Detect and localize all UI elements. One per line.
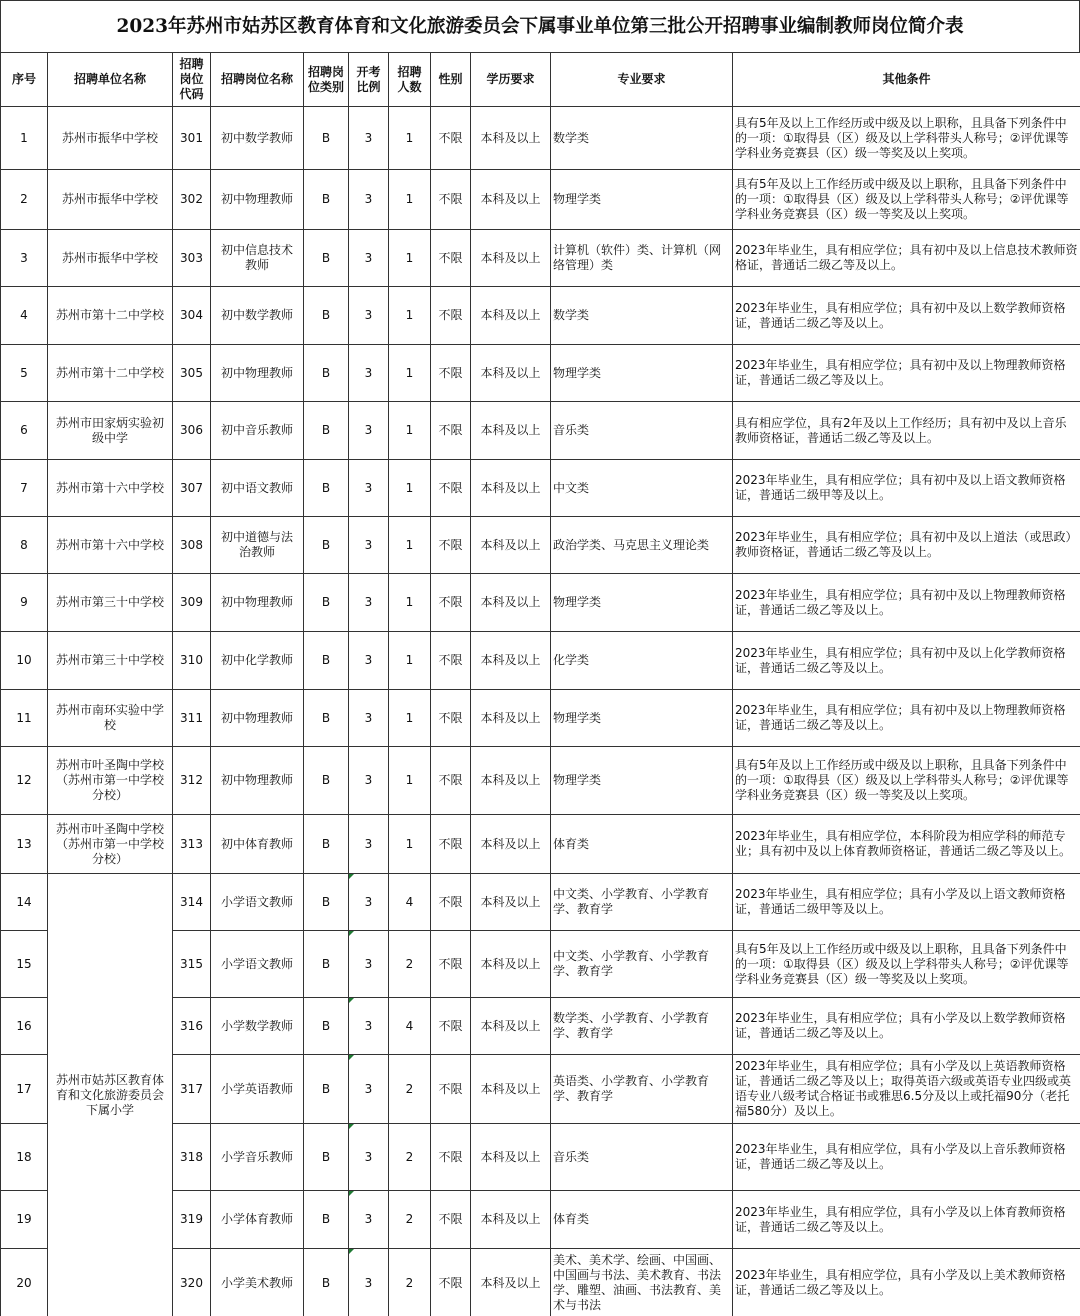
cell-ratio: 3 (349, 345, 389, 402)
header-position: 招聘岗位名称 (211, 53, 304, 107)
cell-seq: 1 (1, 107, 48, 170)
cell-gender: 不限 (431, 574, 471, 632)
cell-seq: 18 (1, 1124, 48, 1191)
cell-unit: 苏州市田家炳实验初级中学 (48, 402, 173, 460)
cell-gender: 不限 (431, 107, 471, 170)
cell-code: 312 (173, 747, 211, 815)
cell-gender: 不限 (431, 287, 471, 345)
cell-major: 物理学类 (551, 345, 733, 402)
cell-ratio: 3 (349, 815, 389, 874)
cell-ratio: 3 (349, 1124, 389, 1191)
cell-education: 本科及以上 (471, 170, 551, 230)
cell-category: B (304, 874, 349, 931)
cell-position: 初中数学教师 (211, 107, 304, 170)
header-seq: 序号 (1, 53, 48, 107)
cell-major: 中文类、小学教育、小学教育学、教育学 (551, 931, 733, 998)
header-category: 招聘岗位类别 (304, 53, 349, 107)
cell-ratio: 3 (349, 107, 389, 170)
cell-count: 1 (389, 632, 431, 690)
cell-education: 本科及以上 (471, 1055, 551, 1124)
table-row (1, 874, 1080, 931)
header-unit: 招聘单位名称 (48, 53, 173, 107)
cell-position: 初中物理教师 (211, 747, 304, 815)
cell-gender: 不限 (431, 747, 471, 815)
cell-position: 小学语文教师 (211, 931, 304, 998)
cell-count: 2 (389, 1055, 431, 1124)
cell-count: 1 (389, 815, 431, 874)
cell-position: 小学语文教师 (211, 874, 304, 931)
cell-code: 315 (173, 931, 211, 998)
cell-position: 小学英语教师 (211, 1055, 304, 1124)
cell-major: 体育类 (551, 1191, 733, 1249)
cell-other: 2023年毕业生，具有相应学位，具有小学及以上音乐教师资格证，普通话二级乙等及以上。 (733, 1124, 1080, 1191)
cell-major: 中文类、小学教育、小学教育学、教育学 (551, 874, 733, 931)
cell-code: 306 (173, 402, 211, 460)
cell-count: 2 (389, 1249, 431, 1316)
cell-seq: 15 (1, 931, 48, 998)
cell-ratio: 3 (349, 1191, 389, 1249)
cell-count: 2 (389, 1124, 431, 1191)
cell-position: 小学体育教师 (211, 1191, 304, 1249)
cell-code: 318 (173, 1124, 211, 1191)
cell-code: 316 (173, 998, 211, 1055)
cell-gender: 不限 (431, 345, 471, 402)
cell-education: 本科及以上 (471, 690, 551, 747)
cell-education: 本科及以上 (471, 874, 551, 931)
table-row (1, 574, 1080, 632)
cell-position: 初中语文教师 (211, 460, 304, 517)
cell-education: 本科及以上 (471, 1249, 551, 1316)
cell-education: 本科及以上 (471, 1191, 551, 1249)
table-row (1, 690, 1080, 747)
cell-code: 308 (173, 517, 211, 574)
cell-code: 311 (173, 690, 211, 747)
cell-other: 2023年毕业生，具有相应学位；具有小学及以上语文教师资格证，普通话二级甲等及以上。 (733, 874, 1080, 931)
cell-unit: 苏州市叶圣陶中学校（苏州市第一中学校分校） (48, 815, 173, 874)
cell-other: 2023年毕业生，具有相应学位；具有初中及以上物理教师资格证，普通话二级乙等及以上。 (733, 690, 1080, 747)
cell-code: 320 (173, 1249, 211, 1316)
cell-count: 1 (389, 170, 431, 230)
cell-gender: 不限 (431, 931, 471, 998)
cell-category: B (304, 1191, 349, 1249)
cell-other: 2023年毕业生，具有相应学位；具有初中及以上物理教师资格证，普通话二级乙等及以上。 (733, 345, 1080, 402)
cell-other: 具有相应学位，具有2年及以上工作经历；具有初中及以上音乐教师资格证，普通话二级乙等及以上。 (733, 402, 1080, 460)
cell-major: 音乐类 (551, 1124, 733, 1191)
cell-other: 具有5年及以上工作经历或中级及以上职称，且具备下列条件中的一项：①取得县（区）级及以上学科带头人称号；②评优课等学科业务竞赛县（区）级一等奖及以上奖项。 (733, 747, 1080, 815)
cell-major: 化学类 (551, 632, 733, 690)
cell-major: 数学类 (551, 107, 733, 170)
cell-unit: 苏州市振华中学校 (48, 107, 173, 170)
table-row (1, 170, 1080, 230)
merged-unit-cell: 苏州市姑苏区教育体育和文化旅游委员会下属小学 (48, 874, 173, 1316)
cell-gender: 不限 (431, 1249, 471, 1316)
cell-category: B (304, 1124, 349, 1191)
cell-major: 中文类 (551, 460, 733, 517)
table-row (1, 345, 1080, 402)
cell-category: B (304, 1055, 349, 1124)
cell-seq: 17 (1, 1055, 48, 1124)
cell-major: 物理学类 (551, 747, 733, 815)
cell-count: 1 (389, 574, 431, 632)
cell-category: B (304, 230, 349, 287)
cell-ratio: 3 (349, 874, 389, 931)
cell-category: B (304, 345, 349, 402)
cell-ratio: 3 (349, 998, 389, 1055)
header-count: 招聘人数 (389, 53, 431, 107)
cell-category: B (304, 287, 349, 345)
cell-major: 美术、美术学、绘画、中国画、中国画与书法、美术教育、书法学、雕塑、油画、书法教育、美术与书法 (551, 1249, 733, 1316)
cell-ratio: 3 (349, 1055, 389, 1124)
cell-seq: 10 (1, 632, 48, 690)
table-body (1, 107, 1080, 1316)
cell-count: 1 (389, 107, 431, 170)
cell-position: 小学美术教师 (211, 1249, 304, 1316)
table-row (1, 107, 1080, 170)
cell-major: 数学类、小学教育、小学教育学、教育学 (551, 998, 733, 1055)
cell-code: 310 (173, 632, 211, 690)
page-title: 2023年苏州市姑苏区教育体育和文化旅游委员会下属事业单位第三批公开招聘事业编制教师岗位简介表 (0, 0, 1080, 52)
cell-code: 313 (173, 815, 211, 874)
cell-gender: 不限 (431, 815, 471, 874)
cell-unit: 苏州市第十二中学校 (48, 287, 173, 345)
header-education: 学历要求 (471, 53, 551, 107)
cell-position: 初中信息技术教师 (211, 230, 304, 287)
cell-gender: 不限 (431, 170, 471, 230)
header-gender: 性别 (431, 53, 471, 107)
cell-education: 本科及以上 (471, 632, 551, 690)
cell-unit: 苏州市第十二中学校 (48, 345, 173, 402)
cell-major: 数学类 (551, 287, 733, 345)
cell-education: 本科及以上 (471, 574, 551, 632)
cell-seq: 6 (1, 402, 48, 460)
cell-education: 本科及以上 (471, 460, 551, 517)
cell-unit: 苏州市第十六中学校 (48, 460, 173, 517)
cell-gender: 不限 (431, 998, 471, 1055)
cell-major: 英语类、小学教育、小学教育学、教育学 (551, 1055, 733, 1124)
cell-other: 具有5年及以上工作经历或中级及以上职称，且具备下列条件中的一项：①取得县（区）级及以上学科带头人称号；②评优课等学科业务竞赛县（区）级一等奖及以上奖项。 (733, 170, 1080, 230)
cell-major: 物理学类 (551, 690, 733, 747)
cell-ratio: 3 (349, 460, 389, 517)
cell-category: B (304, 815, 349, 874)
table-row (1, 517, 1080, 574)
cell-seq: 12 (1, 747, 48, 815)
cell-position: 初中化学教师 (211, 632, 304, 690)
cell-count: 1 (389, 230, 431, 287)
cell-position: 初中物理教师 (211, 345, 304, 402)
cell-position: 初中物理教师 (211, 170, 304, 230)
cell-position: 初中数学教师 (211, 287, 304, 345)
cell-seq: 16 (1, 998, 48, 1055)
cell-count: 1 (389, 402, 431, 460)
header-other: 其他条件 (733, 53, 1080, 107)
cell-unit: 苏州市叶圣陶中学校（苏州市第一中学校分校） (48, 747, 173, 815)
cell-position: 初中体育教师 (211, 815, 304, 874)
cell-gender: 不限 (431, 460, 471, 517)
cell-category: B (304, 460, 349, 517)
cell-other: 2023年毕业生，具有相应学位；具有初中及以上物理教师资格证，普通话二级乙等及以上。 (733, 574, 1080, 632)
cell-code: 317 (173, 1055, 211, 1124)
cell-category: B (304, 517, 349, 574)
cell-code: 319 (173, 1191, 211, 1249)
cell-other: 2023年毕业生，具有相应学位；具有初中及以上化学教师资格证，普通话二级乙等及以上。 (733, 632, 1080, 690)
cell-ratio: 3 (349, 287, 389, 345)
cell-position: 初中音乐教师 (211, 402, 304, 460)
cell-category: B (304, 1249, 349, 1316)
cell-seq: 8 (1, 517, 48, 574)
cell-ratio: 3 (349, 632, 389, 690)
cell-ratio: 3 (349, 1249, 389, 1316)
cell-ratio: 3 (349, 931, 389, 998)
cell-other: 具有5年及以上工作经历或中级及以上职称，且具备下列条件中的一项：①取得县（区）级及以上学科带头人称号；②评优课等学科业务竞赛县（区）级一等奖及以上奖项。 (733, 107, 1080, 170)
cell-ratio: 3 (349, 690, 389, 747)
cell-ratio: 3 (349, 574, 389, 632)
cell-seq: 11 (1, 690, 48, 747)
cell-unit: 苏州市南环实验中学校 (48, 690, 173, 747)
cell-position: 小学数学教师 (211, 998, 304, 1055)
cell-unit: 苏州市振华中学校 (48, 230, 173, 287)
cell-gender: 不限 (431, 632, 471, 690)
cell-position: 初中道德与法治教师 (211, 517, 304, 574)
cell-other: 2023年毕业生，具有相应学位，具有小学及以上美术教师资格证，普通话二级乙等及以上。 (733, 1249, 1080, 1316)
cell-ratio: 3 (349, 402, 389, 460)
recruitment-table (0, 52, 1080, 1316)
cell-count: 2 (389, 931, 431, 998)
cell-seq: 14 (1, 874, 48, 931)
cell-seq: 2 (1, 170, 48, 230)
cell-category: B (304, 998, 349, 1055)
cell-count: 1 (389, 690, 431, 747)
cell-code: 301 (173, 107, 211, 170)
table-row (1, 632, 1080, 690)
cell-ratio: 3 (349, 747, 389, 815)
cell-other: 2023年毕业生，具有相应学位，本科阶段为相应学科的师范专业；具有初中及以上体育教师资格证，普通话二级乙等及以上。 (733, 815, 1080, 874)
cell-code: 307 (173, 460, 211, 517)
cell-gender: 不限 (431, 690, 471, 747)
cell-other: 2023年毕业生，具有相应学位；具有初中及以上数学教师资格证，普通话二级乙等及以上。 (733, 287, 1080, 345)
cell-code: 314 (173, 874, 211, 931)
cell-ratio: 3 (349, 517, 389, 574)
cell-count: 2 (389, 1191, 431, 1249)
cell-count: 4 (389, 998, 431, 1055)
cell-major: 物理学类 (551, 574, 733, 632)
cell-education: 本科及以上 (471, 402, 551, 460)
cell-gender: 不限 (431, 1191, 471, 1249)
table-row (1, 747, 1080, 815)
cell-education: 本科及以上 (471, 517, 551, 574)
cell-code: 303 (173, 230, 211, 287)
header-code: 招聘岗位代码 (173, 53, 211, 107)
table-row (1, 815, 1080, 874)
table-row (1, 402, 1080, 460)
table-row (1, 287, 1080, 345)
cell-category: B (304, 690, 349, 747)
cell-seq: 20 (1, 1249, 48, 1316)
cell-other: 2023年毕业生，具有相应学位；具有初中及以上信息技术教师资格证，普通话二级乙等及以上。 (733, 230, 1080, 287)
cell-category: B (304, 931, 349, 998)
cell-other: 2023年毕业生，具有相应学位；具有小学及以上英语教师资格证，普通话二级乙等及以上；取得英语六级或英语专业四级或英语专业八级考试合格证书或雅思6.5分及以上或托福90分（老托福580分）及以上。 (733, 1055, 1080, 1124)
cell-code: 309 (173, 574, 211, 632)
cell-gender: 不限 (431, 402, 471, 460)
cell-code: 305 (173, 345, 211, 402)
cell-other: 具有5年及以上工作经历或中级及以上职称，且具备下列条件中的一项：①取得县（区）级及以上学科带头人称号；②评优课等学科业务竞赛县（区）级一等奖及以上奖项。 (733, 931, 1080, 998)
cell-position: 初中物理教师 (211, 690, 304, 747)
cell-seq: 3 (1, 230, 48, 287)
cell-major: 体育类 (551, 815, 733, 874)
cell-count: 1 (389, 460, 431, 517)
cell-ratio: 3 (349, 230, 389, 287)
cell-education: 本科及以上 (471, 230, 551, 287)
cell-education: 本科及以上 (471, 931, 551, 998)
cell-count: 1 (389, 517, 431, 574)
cell-unit: 苏州市振华中学校 (48, 170, 173, 230)
cell-code: 302 (173, 170, 211, 230)
cell-other: 2023年毕业生，具有相应学位；具有初中及以上道法（或思政）教师资格证，普通话二级乙等及以上。 (733, 517, 1080, 574)
cell-count: 4 (389, 874, 431, 931)
header-row (1, 53, 1080, 107)
table-row (1, 230, 1080, 287)
cell-education: 本科及以上 (471, 747, 551, 815)
cell-category: B (304, 170, 349, 230)
table-row (1, 460, 1080, 517)
cell-education: 本科及以上 (471, 998, 551, 1055)
header-ratio: 开考比例 (349, 53, 389, 107)
cell-category: B (304, 402, 349, 460)
cell-unit: 苏州市第十六中学校 (48, 517, 173, 574)
cell-gender: 不限 (431, 230, 471, 287)
cell-education: 本科及以上 (471, 287, 551, 345)
cell-seq: 7 (1, 460, 48, 517)
header-major: 专业要求 (551, 53, 733, 107)
cell-major: 音乐类 (551, 402, 733, 460)
cell-count: 1 (389, 287, 431, 345)
cell-category: B (304, 107, 349, 170)
cell-education: 本科及以上 (471, 815, 551, 874)
cell-count: 1 (389, 747, 431, 815)
cell-major: 物理学类 (551, 170, 733, 230)
cell-unit: 苏州市第三十中学校 (48, 574, 173, 632)
cell-gender: 不限 (431, 517, 471, 574)
cell-seq: 9 (1, 574, 48, 632)
cell-major: 政治学类、马克思主义理论类 (551, 517, 733, 574)
cell-gender: 不限 (431, 1055, 471, 1124)
cell-seq: 19 (1, 1191, 48, 1249)
cell-category: B (304, 632, 349, 690)
cell-other: 2023年毕业生，具有相应学位；具有小学及以上数学教师资格证，普通话二级乙等及以上。 (733, 998, 1080, 1055)
cell-education: 本科及以上 (471, 345, 551, 402)
cell-seq: 13 (1, 815, 48, 874)
cell-education: 本科及以上 (471, 107, 551, 170)
cell-ratio: 3 (349, 170, 389, 230)
cell-count: 1 (389, 345, 431, 402)
cell-major: 计算机（软件）类、计算机（网络管理）类 (551, 230, 733, 287)
cell-other: 2023年毕业生，具有相应学位，具有小学及以上体育教师资格证，普通话二级乙等及以上。 (733, 1191, 1080, 1249)
cell-category: B (304, 574, 349, 632)
cell-position: 初中物理教师 (211, 574, 304, 632)
cell-education: 本科及以上 (471, 1124, 551, 1191)
cell-other: 2023年毕业生，具有相应学位；具有初中及以上语文教师资格证，普通话二级甲等及以上。 (733, 460, 1080, 517)
cell-unit: 苏州市第三十中学校 (48, 632, 173, 690)
cell-category: B (304, 747, 349, 815)
cell-seq: 5 (1, 345, 48, 402)
cell-position: 小学音乐教师 (211, 1124, 304, 1191)
cell-gender: 不限 (431, 874, 471, 931)
cell-gender: 不限 (431, 1124, 471, 1191)
cell-code: 304 (173, 287, 211, 345)
cell-seq: 4 (1, 287, 48, 345)
